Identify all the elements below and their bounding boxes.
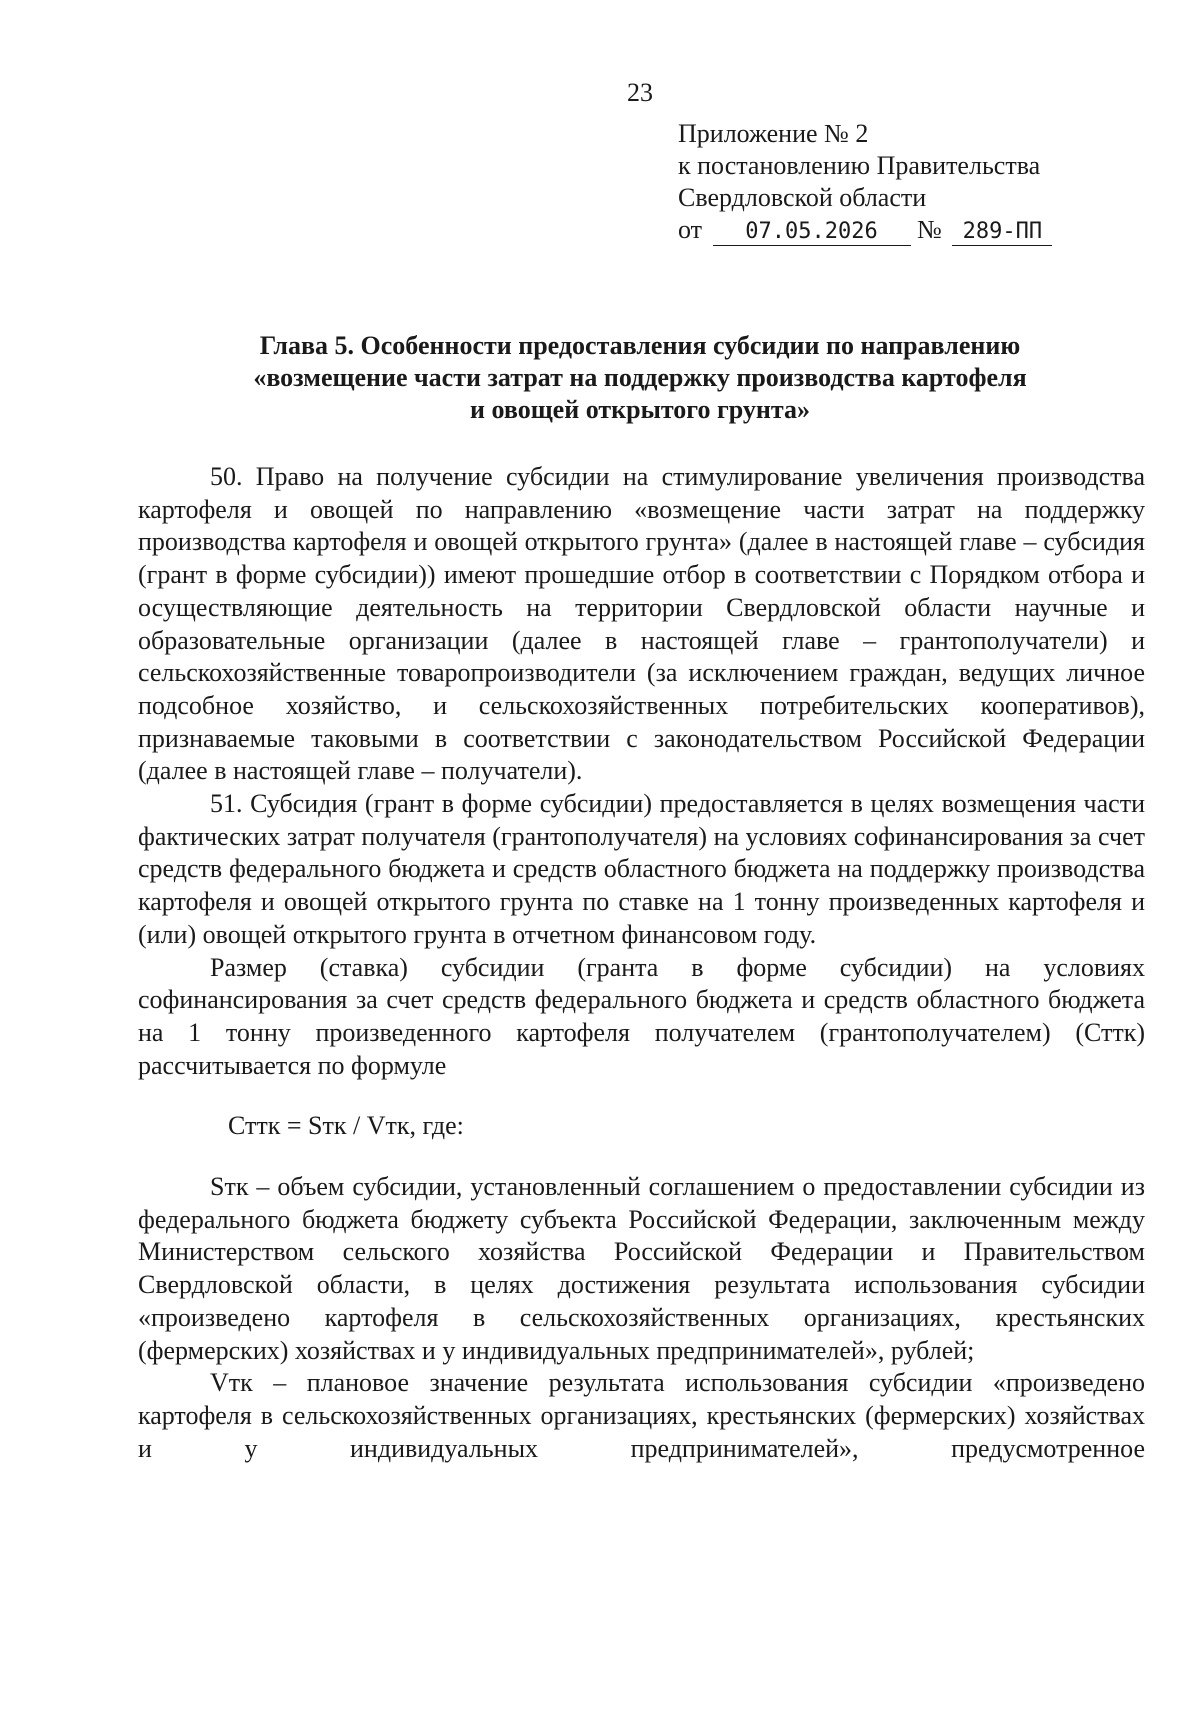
paragraph-stk-definition: Sтк – объем субсидии, установленный соглашением о предоставлении субсидии из федерального бюджета бюджету субъекта Российской Федерации, заключенным между Министерством сельского хозяйства Российской Федерации и Правительством Свердловской области, в целях достижения результата использования субсидии «произведено картофеля в сельскохозяйственных организациях, крестьянских (фермерских) хозяйствах и у индивидуальных предпринимателей», рублей;: [138, 1172, 1145, 1365]
paragraph-vtk-definition: Vтк – плановое значение результата использования субсидии «произведено картофеля в сельскохозяйственных организациях, крестьянских (фермерских) хозяйствах и у индивидуальных предпринимателей», предусмотренное: [138, 1368, 1145, 1463]
page-number: 23: [627, 78, 653, 107]
chapter-title-line-1: Глава 5. Особенности предоставления субсидии по направлению: [259, 331, 1021, 360]
from-label: от: [678, 215, 703, 244]
appendix-region-line: Свердловской области: [678, 183, 927, 212]
document-body: [138, 461, 1145, 1465]
appendix-date-number-line: [678, 214, 1098, 246]
chapter-title: [160, 330, 1120, 426]
appendix-resolution-line: к постановлению Правительства: [678, 151, 1041, 180]
paragraph-50: 50. Право на получение субсидии на стимулирование увеличения производства картофеля и овощей по направлению «возмещение части затрат на поддержку производства картофеля и овощей открытого грунта» (далее в настоящей главе – субсидия (грант в форме субсидии)) имеют прошедшие отбор в соответствии с Порядком отбора и осуществляющие деятельность на территории Свердловской области научные и образовательные организации (далее в настоящей главе – грантополучатели) и сельскохозяйственные товаропроизводители (за исключением граждан, ведущих личное подсобное хозяйство, и сельскохозяйственных потребительских кооперативов), признаваемые таковыми в соответствии с законодательством Российской Федерации (далее в настоящей главе – получатели).: [138, 462, 1145, 786]
chapter-title-line-3: и овощей открытого грунта»: [470, 395, 810, 424]
appendix-title: Приложение № 2: [678, 119, 869, 148]
appendix-header: [678, 118, 1098, 246]
chapter-title-line-2: «возмещение части затрат на поддержку производства картофеля: [253, 363, 1027, 392]
paragraph-rate: Размер (ставка) субсидии (гранта в форме субсидии) на условиях софинансирования за счет средств федерального бюджета и средств областного бюджета на 1 тонну произведенного картофеля получателем (грантополучателем) (Сттк) рассчитывается по формуле: [138, 952, 1145, 1080]
resolution-number: 289-ПП: [952, 219, 1052, 246]
paragraph-51: 51. Субсидия (грант в форме субсидии) предоставляется в целях возмещения части фактических затрат получателя (грантополучателя) на условиях софинансирования за счет средств федерального бюджета и средств областного бюджета на поддержку производства картофеля и овощей открытого грунта по ставке на 1 тонну произведенных картофеля и (или) овощей открытого грунта в отчетном финансовом году.: [138, 789, 1145, 949]
number-label: №: [917, 215, 942, 244]
formula: Сттк = Sтк / Vтк, где:: [228, 1111, 464, 1141]
resolution-date: 07.05.2026: [713, 219, 911, 246]
